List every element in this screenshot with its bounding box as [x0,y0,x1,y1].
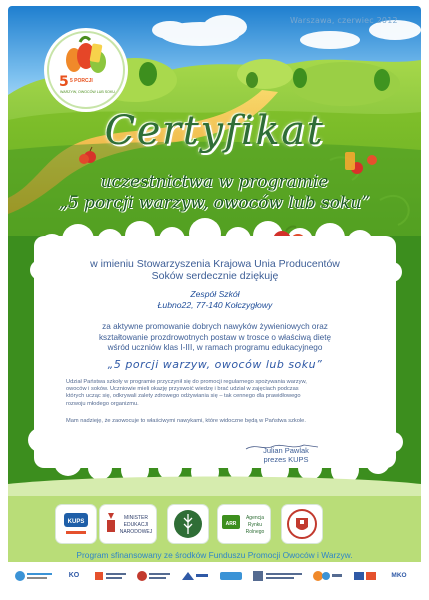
emblem-logo [282,505,322,543]
ministry-logo [100,505,156,543]
thanks-line-1: w imieniu Stowarzyszenia Krajowa Unia Producentów [90,258,340,270]
kups-logo [56,505,96,543]
signature-block [251,446,321,464]
school-info [44,289,386,311]
svg-text:MINISTER: MINISTER [124,515,148,521]
sponsor-logo-3 [92,566,130,585]
thanks-text [44,258,386,282]
subtitle-line-1: uczestnictwa w programie [100,172,329,192]
svg-text:Agencja: Agencja [245,515,265,521]
svg-text:EDUKACJI: EDUKACJI [123,522,149,528]
promotion-text [44,322,386,354]
issue-date: Warszawa, czerwiec 2012 [290,16,398,25]
thanks-line-2: Soków serdecznie dziękuję [151,270,279,282]
certificate-title: Certyfikat [104,108,325,154]
svg-text:Rynku: Rynku [247,522,263,528]
logo-line2: WARZYW, OWOCÓW LUB SOKU [60,90,115,94]
promo-line-2: kształtowanie prozdrowotnych postaw w trosce o właściwą dietę [98,332,332,342]
program-name: „5 porcji warzyw, owoców lub soku” [107,358,323,371]
arr-logo [218,505,270,543]
svg-text:ARR: ARR [225,521,237,527]
signatory-name: Julian Pawlak [263,446,309,455]
sponsor-logo-5 [178,566,212,585]
svg-text:KUPS: KUPS [67,519,85,525]
logo-line1: 5 PORCJI [70,78,93,84]
sponsor-logo-mko: MKO [384,566,414,585]
sponsor-logo-4 [134,566,174,585]
school-address: Łubno22, 77-140 Kołczygłowy [157,300,273,310]
sponsor-logo-1 [12,566,56,585]
sponsor-logo-7 [250,566,306,585]
detail-line-1: Udział Państwa szkoły w programie przyczynił się do promocji regularnego spożywania warzyw, [66,379,307,385]
subtitle-line-2: „5 porcji warzyw, owoców lub soku” [59,193,370,213]
sponsor-logo-6 [216,566,246,585]
closing-text: Mam nadzieję, że zaowocuje to właściwymi nawykami, które widoczne będą w Państwa szkole. [66,418,306,424]
sponsor-logo-8 [310,566,346,585]
detail-line-3: których ucząc się, odkrywali zalety zdrowego odżywiania się – tak cennego dla prawidłowego [66,393,301,400]
wheat-seal-logo [168,505,208,543]
svg-text:5: 5 [59,74,69,90]
detail-paragraph [66,379,366,408]
program-logo [40,22,132,114]
sponsor-logo-ko: KO [60,566,88,585]
funding-note: Program sfinansowany ze środków Funduszu Promocji Owoców i Warzyw. [76,550,353,560]
sponsor-logo-9 [350,566,380,585]
promo-line-3: wśród uczniów klas I-III, w ramach programu edukacyjnego [107,343,323,352]
school-name: Zespół Szkół [190,289,240,299]
signatory-role: prezes KUPS [263,455,309,464]
svg-text:NARODOWEJ: NARODOWEJ [119,529,153,535]
detail-line-2: owoców i soków. Uczniowie mieli okazję przyswoić wiedzę i brać udział w zajęciach podczas [66,386,299,393]
promo-line-1: za aktywne promowanie dobrych nawyków żywieniowych oraz [102,322,328,331]
detail-line-4: rozwoju młodego organizmu. [66,400,139,407]
svg-text:Rolnego: Rolnego [245,529,265,535]
